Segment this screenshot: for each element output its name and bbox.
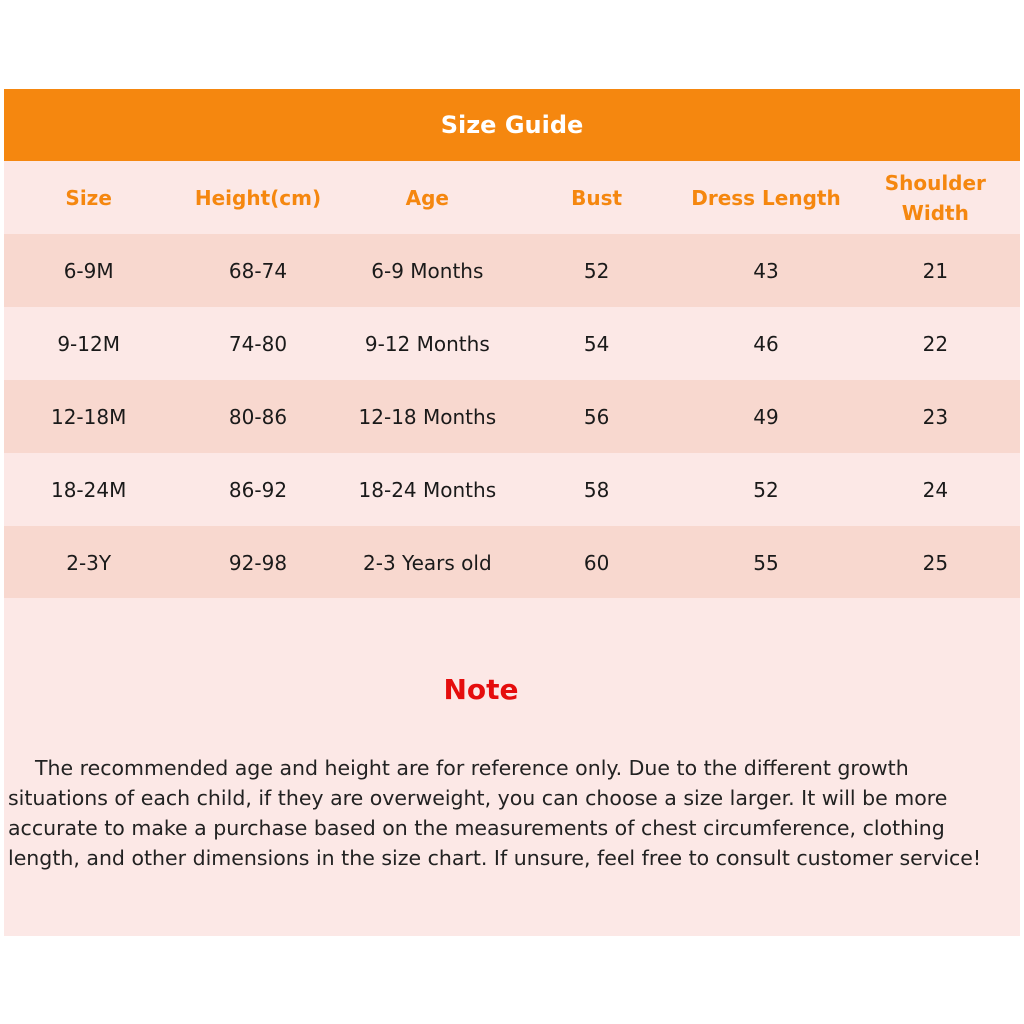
cell-age: 18-24 Months [343, 453, 512, 526]
cell-age: 6-9 Months [343, 234, 512, 307]
size-guide-title: Size Guide [4, 89, 1020, 161]
column-header-height: Height(cm) [173, 161, 342, 234]
size-guide [4, 89, 1020, 936]
cell-shoulder-width: 22 [851, 307, 1020, 380]
cell-dress-length: 49 [681, 380, 850, 453]
cell-size: 18-24M [4, 453, 173, 526]
cell-size: 12-18M [4, 380, 173, 453]
table-row [4, 307, 1020, 380]
cell-height: 80-86 [173, 380, 342, 453]
cell-height: 74-80 [173, 307, 342, 380]
cell-bust: 60 [512, 526, 681, 599]
column-header-age: Age [343, 161, 512, 234]
cell-bust: 56 [512, 380, 681, 453]
table-row [4, 234, 1020, 307]
cell-dress-length: 43 [681, 234, 850, 307]
note-text: The recommended age and height are for reference only. Due to the different growth situations of each child, if they are overweight, you can choose a size larger. It will be more accurate to make a purchase based on the measurements of chest circumference, clothing length, and other dimensions in the size chart. If unsure, feel free to consult customer service! [8, 756, 982, 870]
table-row [4, 380, 1020, 453]
cell-dress-length: 52 [681, 453, 850, 526]
column-header-shoulder-width: Shoulder Width [851, 161, 1020, 234]
column-header-size: Size [4, 161, 173, 234]
cell-size: 6-9M [4, 234, 173, 307]
size-table [4, 161, 1020, 599]
cell-age: 12-18 Months [343, 380, 512, 453]
column-header-dress-length: Dress Length [681, 161, 850, 234]
cell-shoulder-width: 21 [851, 234, 1020, 307]
cell-height: 86-92 [173, 453, 342, 526]
table-header-row [4, 161, 1020, 234]
cell-shoulder-width: 23 [851, 380, 1020, 453]
note-section [4, 598, 1020, 936]
cell-bust: 58 [512, 453, 681, 526]
column-header-bust: Bust [512, 161, 681, 234]
cell-bust: 54 [512, 307, 681, 380]
table-row [4, 526, 1020, 599]
cell-size: 9-12M [4, 307, 173, 380]
cell-height: 68-74 [173, 234, 342, 307]
cell-height: 92-98 [173, 526, 342, 599]
cell-shoulder-width: 25 [851, 526, 1020, 599]
cell-age: 9-12 Months [343, 307, 512, 380]
cell-shoulder-width: 24 [851, 453, 1020, 526]
cell-size: 2-3Y [4, 526, 173, 599]
cell-age: 2-3 Years old [343, 526, 512, 599]
cell-dress-length: 46 [681, 307, 850, 380]
note-title: Note [443, 673, 519, 706]
cell-bust: 52 [512, 234, 681, 307]
cell-dress-length: 55 [681, 526, 850, 599]
table-row [4, 453, 1020, 526]
